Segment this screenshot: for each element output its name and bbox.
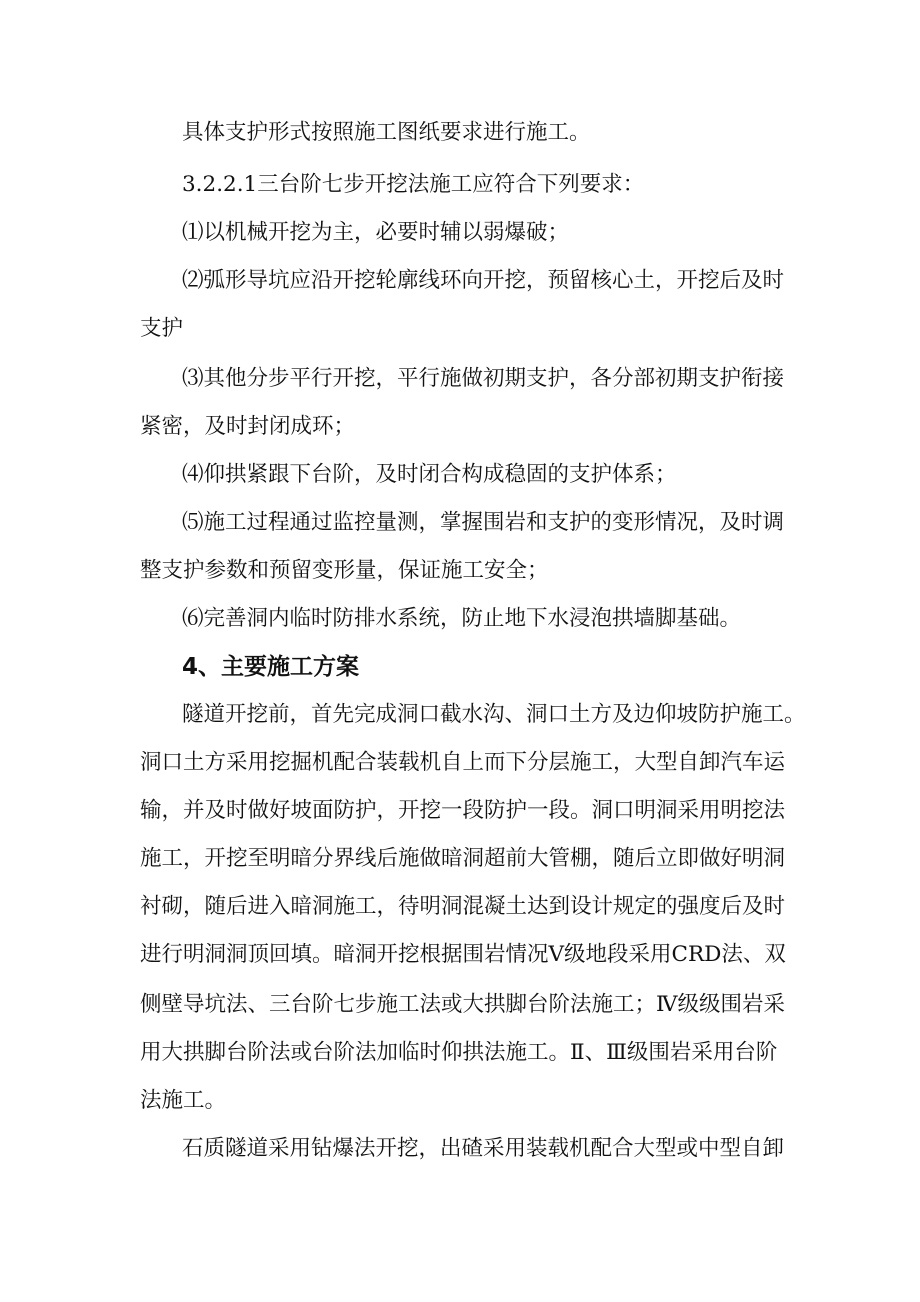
list-item: ⑷仰拱紧跟下台阶，及时闭合构成稳固的支护体系； xyxy=(182,462,677,487)
paragraph-line: 进行明洞洞顶回填。暗洞开挖根据围岩情况Ⅴ级地段采用CRD法、双 xyxy=(140,942,786,967)
paragraph-line: 侧壁导坑法、三台阶七步施工法或大拱脚台阶法施工；Ⅳ级级围岩采 xyxy=(140,992,785,1017)
text-line: 紧密，及时封闭成环； xyxy=(140,414,356,439)
list-item: ⑵弧形导坑应沿开挖轮廓线环向开挖，预留核心土，开挖后及时 xyxy=(182,268,785,293)
list-item: ⑸施工过程通过监控量测，掌握围岩和支护的变形情况，及时调 xyxy=(182,510,785,535)
text-line: 整支护参数和预留变形量，保证施工安全； xyxy=(140,558,549,583)
paragraph-line: 隧道开挖前，首先完成洞口截水沟、洞口土方及边仰坡防护施工。 xyxy=(182,702,806,727)
list-item: ⑹完善洞内临时防排水系统，防止地下水浸泡拱墙脚基础。 xyxy=(182,606,742,631)
paragraph-line: 施工，开挖至明暗分界线后施做暗洞超前大管棚，随后立即做好明洞 xyxy=(140,846,786,871)
paragraph-line: 输，并及时做好坡面防护，开挖一段防护一段。洞口明洞采用明挖法 xyxy=(140,798,786,823)
paragraph-line: 用大拱脚台阶法或台阶法加临时仰拱法施工。Ⅱ、Ⅲ级围岩采用台阶 xyxy=(140,1040,778,1065)
list-item: ⑶其他分步平行开挖，平行施做初期支护，各分部初期支护衔接 xyxy=(182,366,785,391)
list-item: ⑴以机械开挖为主，必要时辅以弱爆破； xyxy=(182,220,570,245)
paragraph-line: 法施工。 xyxy=(140,1088,227,1113)
paragraph-line: 洞口土方采用挖掘机配合装载机自上而下分层施工，大型自卸汽车运 xyxy=(140,750,786,775)
section-heading: 4、主要施工方案 xyxy=(182,654,360,680)
paragraph-line: 衬砌，随后进入暗洞施工，待明洞混凝土达到设计规定的强度后及时 xyxy=(140,894,786,919)
text-line: 具体支护形式按照施工图纸要求进行施工。 xyxy=(182,120,591,145)
paragraph-line: 石质隧道采用钻爆法开挖，出碴采用装载机配合大型或中型自卸 xyxy=(182,1136,785,1161)
text-line: 3.2.2.1三台阶七步开挖法施工应符合下列要求： xyxy=(182,172,645,197)
text-line: 支护 xyxy=(140,316,184,341)
